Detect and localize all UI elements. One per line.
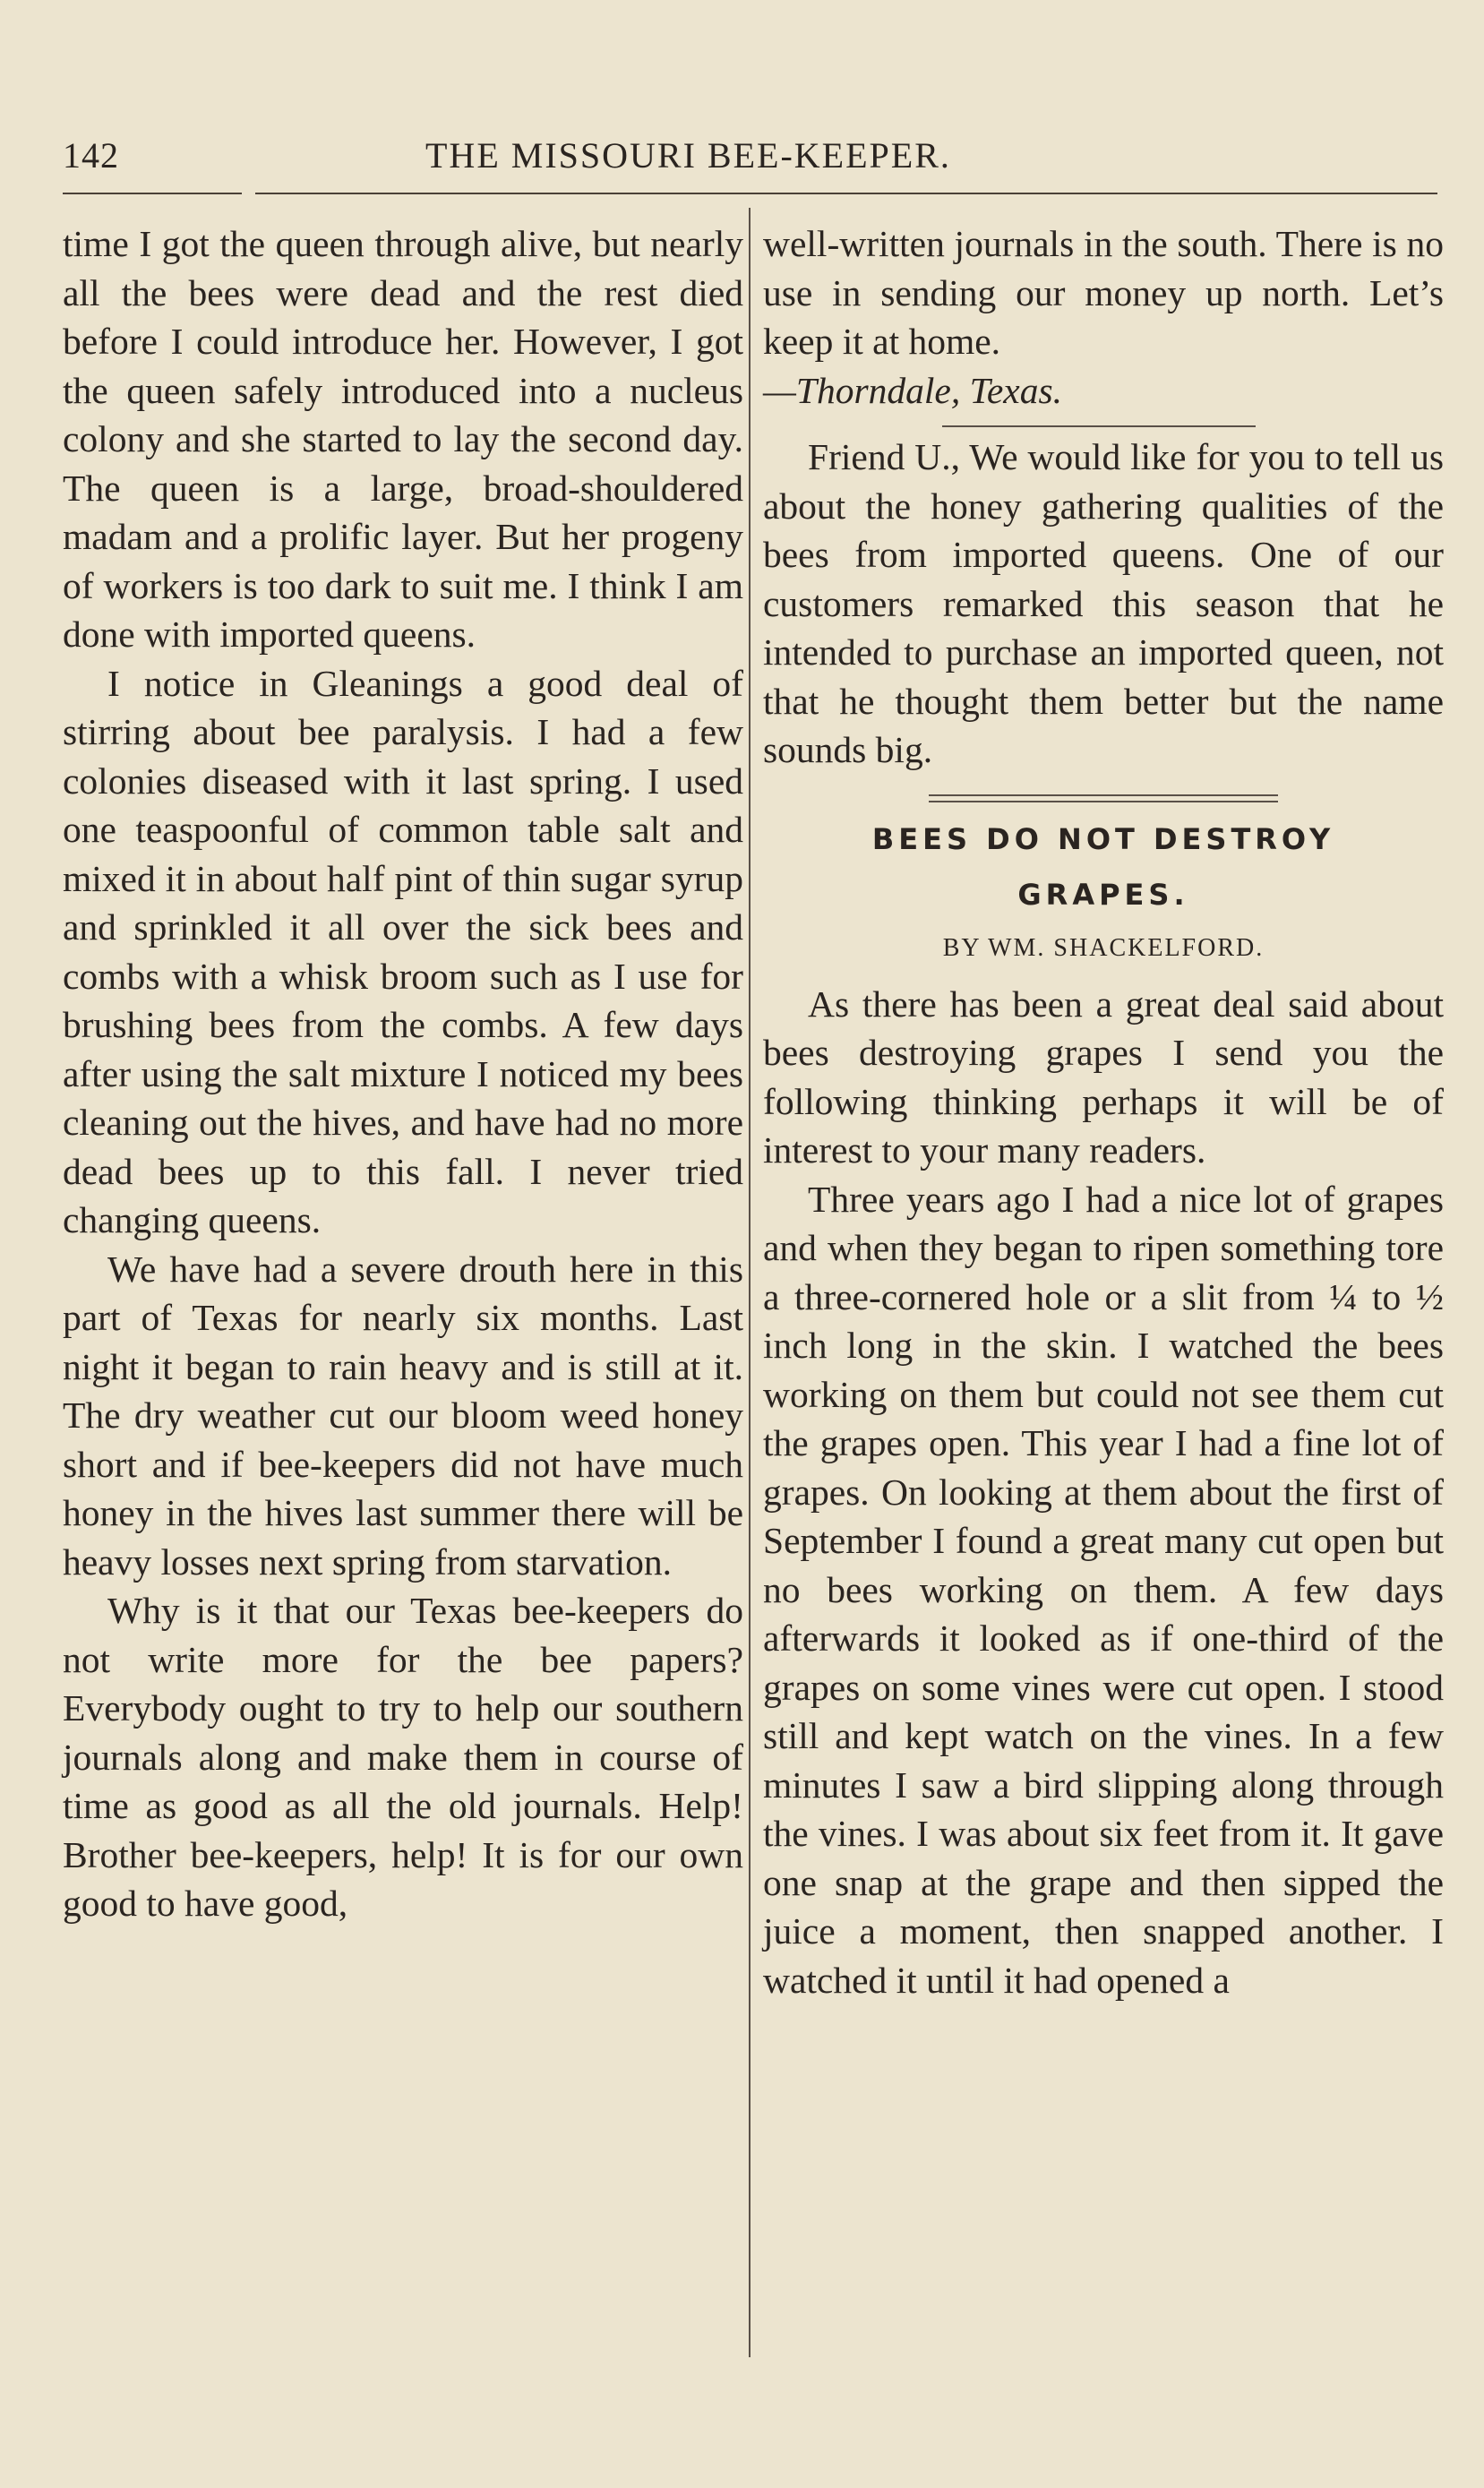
header-rule-right [255, 193, 1437, 194]
paragraph: We have had a severe drouth here in this part of Texas for nearly six months. Last night it began to rain heavy and is still at it. The dry weather cut our bloom weed honey short and if bee-keepers did not have much honey in the hives last summer there will be heavy losses next spring from starvation. [63, 1248, 743, 1583]
header-rule-left [63, 193, 242, 194]
article-title-line: GRAPES. [1017, 877, 1189, 912]
left-column [63, 219, 743, 1928]
separator-rule [942, 425, 1256, 427]
journal-title: THE MISSOURI BEE-KEEPER. [425, 135, 951, 176]
paragraph: Three years ago I had a nice lot of grapes and when they began to ripen something tore a three-cornered hole or a slit from ¼ to ½ inch long in the skin. I watched the bees working on them but could not see them cut the grapes open. This year I had a fine lot of grapes. On looking at them about the first of September I found a great many cut open but no bees working on them. A few days afterwards it looked as if one-third of the grapes on some vines were cut open. I stood still and kept watch on the vines. In a few minutes I saw a bird slipping along through the vines. I was about six feet from it. It gave one snap at the grape and then sipped the juice a moment, then snapped another. I watched it until it had opened a [763, 1178, 1444, 2001]
paragraph: As there has been a great deal said about bees destroying grapes I send you the following thinking perhaps it will be of interest to your many readers. [763, 982, 1444, 1171]
byline: BY WM. SHACKELFORD. [942, 933, 1265, 962]
paragraph: I notice in Gleanings a good deal of stirring about bee paralysis. I had a few colonies diseased with it last spring. I used one teaspoonful of common table salt and mixed it in about half pint of thin sugar syrup and sprinkled it all over the sick bees and combs with a whisk broom such as I use for brushing bees from the combs. A few days after using the salt mixture I noticed my bees cleaning out the hives, and have had no more dead bees up to this fall. I never tried changing queens. [63, 662, 743, 1240]
column-divider [749, 208, 751, 2357]
paragraph: well-written journals in the south. There is no use in sending our money up north. Let’s keep it at home. [763, 223, 1444, 362]
paragraph: time I got the queen through alive, but nearly all the bees were dead and the rest died before I could introduce her. However, I got the queen safely introduced into a nucleus colony and she started to lay the second day. The queen is a large, broad-shouldered madam and a prolific layer. But her progeny of workers is too dark to suit me. I think I am done with imported queens. [63, 223, 743, 655]
article-title-line: BEES DO NOT DESTROY [871, 821, 1335, 856]
double-separator-rule [929, 794, 1278, 802]
article-title [763, 811, 1444, 922]
page-number: 142 [63, 135, 119, 176]
right-column [763, 219, 1444, 2004]
editor-note: Friend U., We would like for you to tell us about the honey gathering qualities of the bees from imported queens. One of our customers remarked this season that he intended to purchase an imported queen, not that he thought them better but the name sounds big. [763, 436, 1444, 770]
page-header [63, 134, 1442, 188]
signature: —Thorndale, Texas. [763, 369, 1062, 411]
paragraph: Why is it that our Texas bee-keepers do not write more for the bee papers? Everybody ought to try to help our southern journals along and make them in course of time as good as all the old journals. Help! Brother bee-keepers, help! It is for our own good to have good, [63, 1590, 743, 1924]
